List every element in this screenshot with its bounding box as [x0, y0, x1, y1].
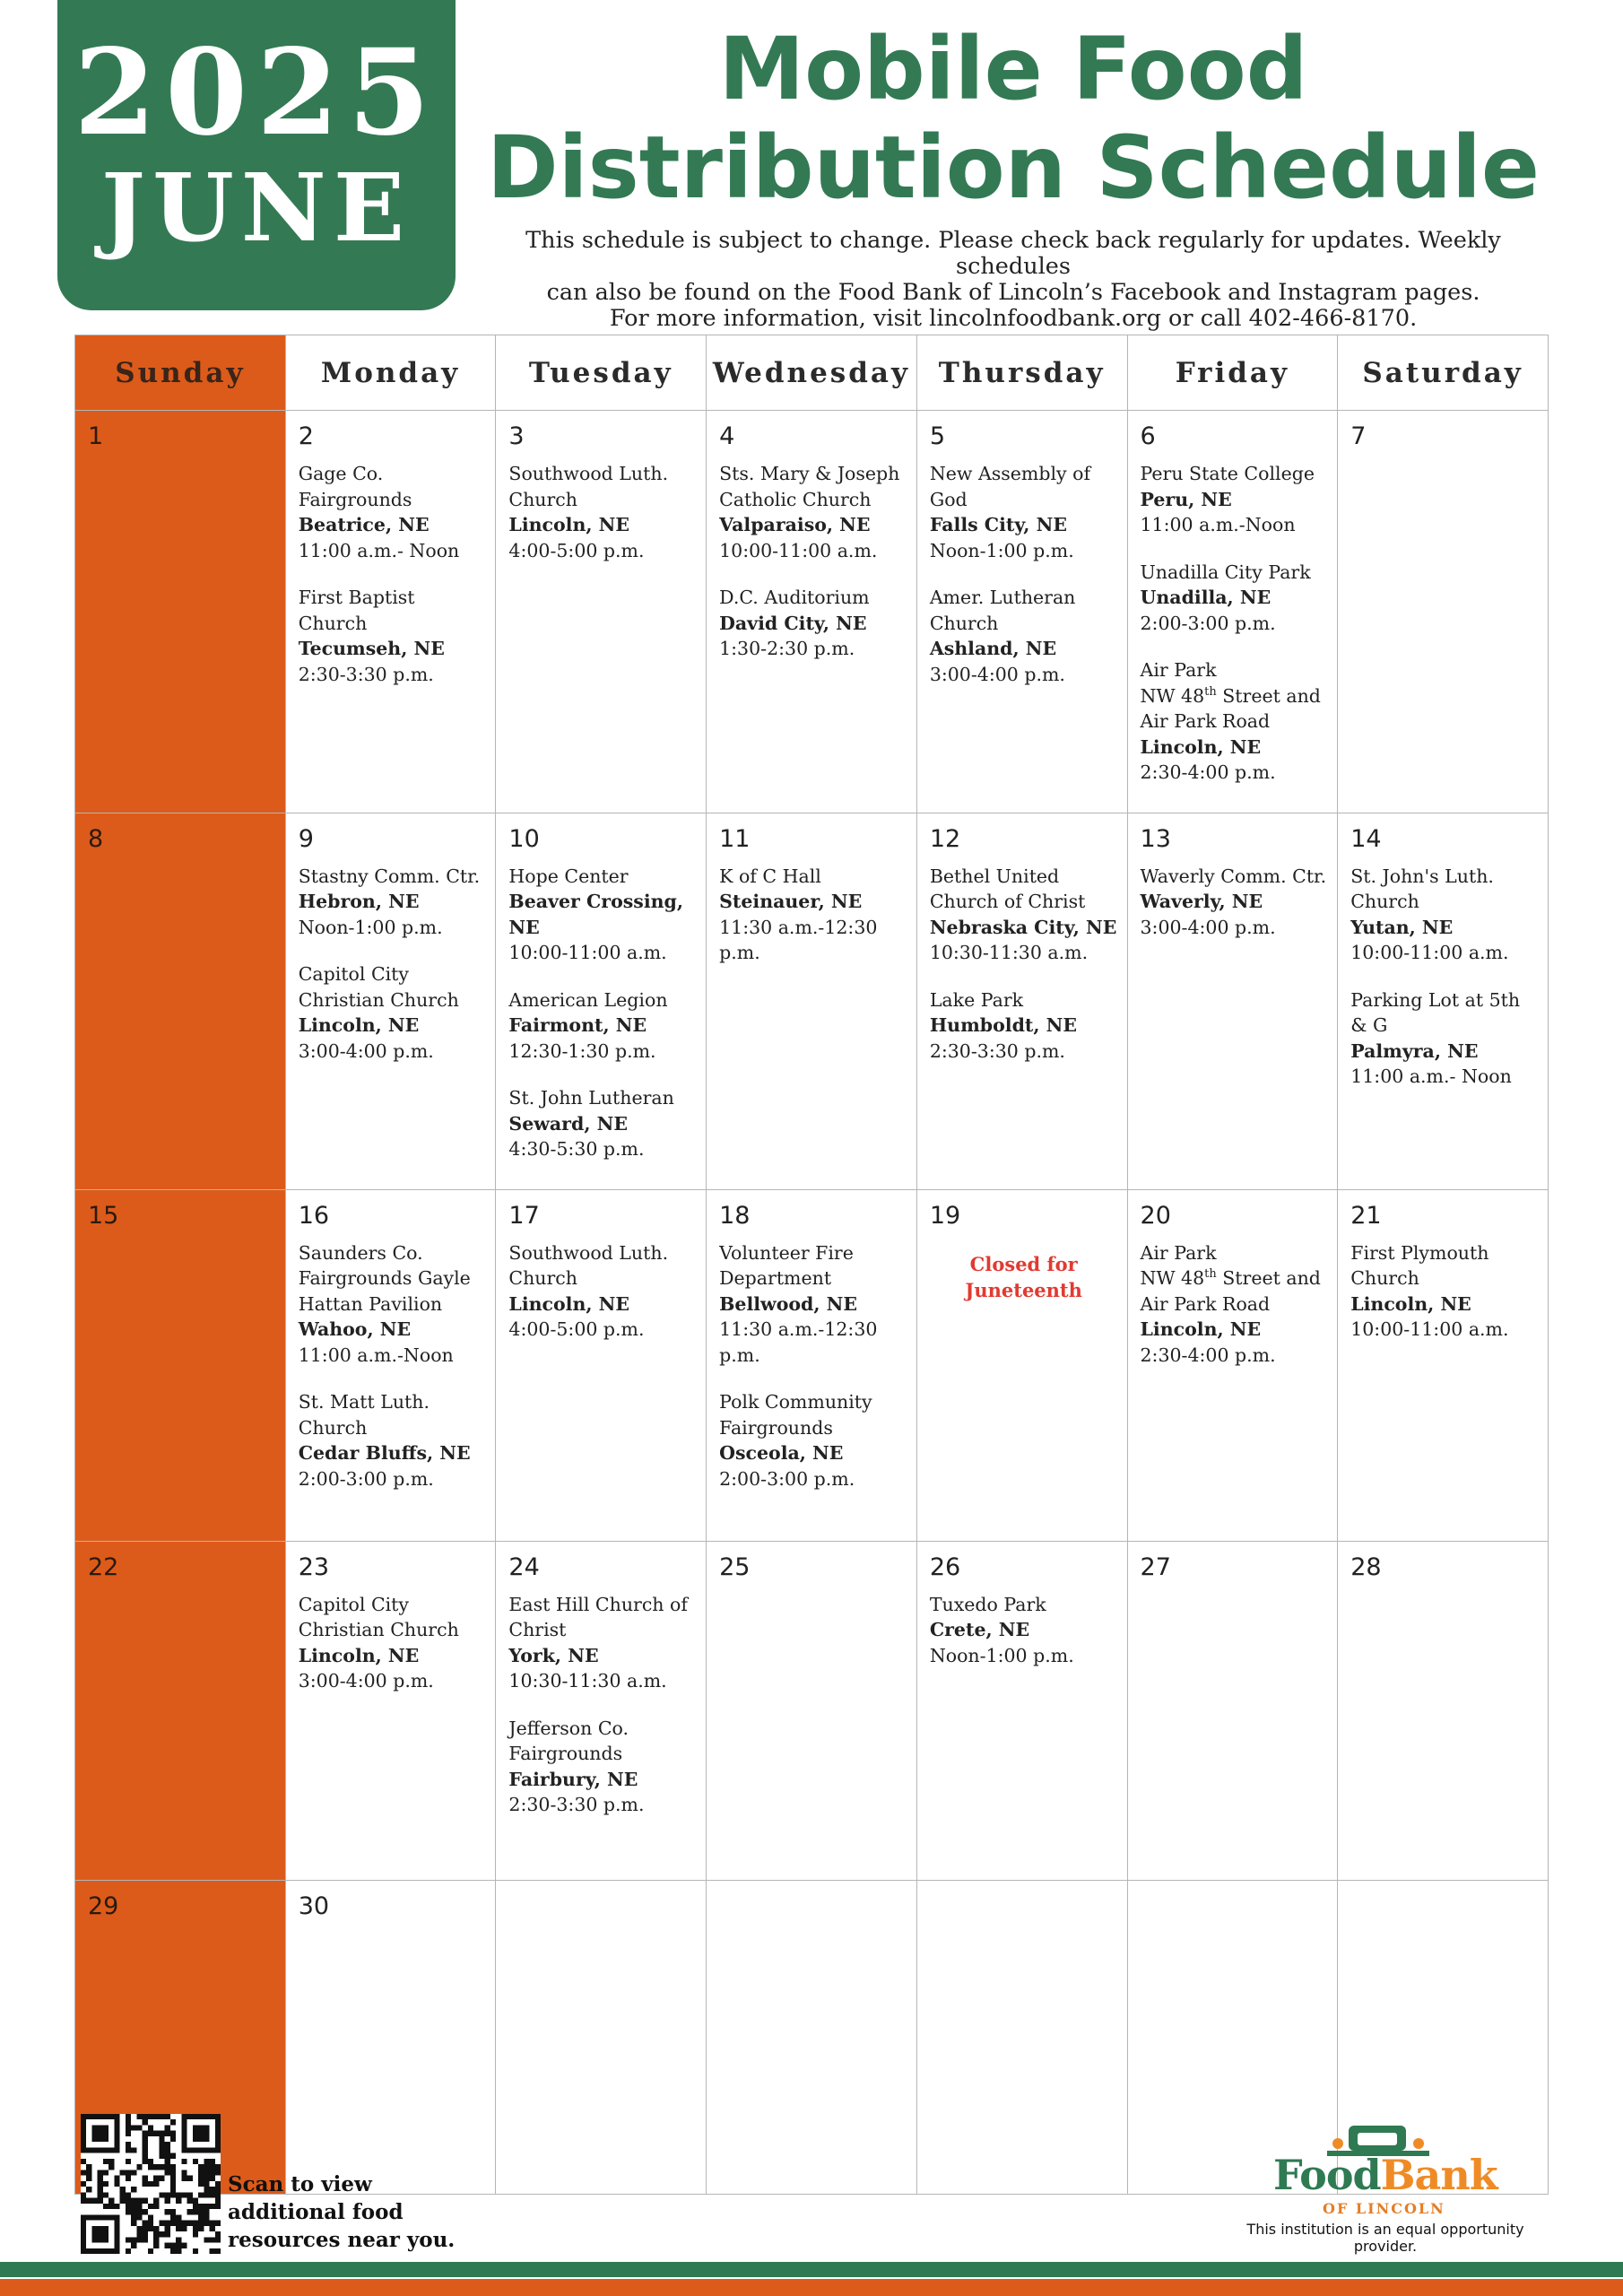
logo-subtitle: OF LINCOLN: [1323, 2200, 1445, 2217]
day-cell: [1127, 1541, 1338, 1880]
day-cell: [1127, 1189, 1338, 1541]
event-location: Tuxedo Park: [929, 1593, 1046, 1615]
schedule-notice: [466, 228, 1560, 332]
event-location: Southwood Luth. Church: [508, 1241, 669, 1289]
distribution-event: [508, 864, 697, 966]
event-location: Bethel United Church of Christ: [929, 865, 1086, 912]
day-cell: [916, 813, 1127, 1189]
day-content: [707, 1881, 916, 1906]
event-location: First Baptist Church: [298, 587, 415, 634]
distribution-event: [508, 1716, 697, 1818]
event-location: Volunteer Fire Department: [719, 1241, 854, 1289]
day-number: 7: [1350, 422, 1367, 450]
event-time: 4:30-5:30 p.m.: [508, 1138, 645, 1160]
page-title: [475, 20, 1551, 217]
event-city: Ashland, NE: [929, 638, 1057, 659]
day-content: [1128, 1190, 1338, 1396]
day-number: 4: [719, 422, 735, 450]
equal-opportunity-statement: This institution is an equal opportunity provider.: [1246, 2221, 1524, 2255]
event-city: Fairmont, NE: [508, 1014, 647, 1036]
event-location: D.C. Auditorium: [719, 587, 870, 608]
distribution-event: [1141, 1240, 1329, 1369]
distribution-event: [719, 864, 907, 966]
event-time: 3:00-4:00 p.m.: [298, 1039, 434, 1062]
day-content: [1338, 411, 1548, 466]
event-location: New Assembly of God: [929, 463, 1091, 510]
day-number: 1: [88, 422, 104, 450]
day-content: [286, 1881, 496, 1936]
day-content: [496, 1190, 706, 1370]
event-time: 2:30-4:00 p.m.: [1140, 761, 1276, 783]
day-cell: [1127, 411, 1338, 813]
closed-notice: Closed for Juneteenth: [965, 1252, 1082, 1301]
day-number: 9: [298, 824, 314, 853]
week-row: [75, 411, 1549, 813]
event-time: 1:30-2:30 p.m.: [719, 638, 855, 659]
day-cell: [496, 1189, 707, 1541]
day-content: [75, 1881, 285, 1936]
weekday-header-row: [75, 335, 1549, 411]
day-number: 13: [1140, 824, 1171, 853]
calendar-grid: [74, 335, 1549, 2195]
street-part: NW 48: [1140, 1267, 1205, 1289]
event-time: 12:30-1:30 p.m.: [508, 1039, 656, 1062]
notice-line-2: can also be found on the Food Bank of Lincoln’s Facebook and Instagram pages.: [546, 279, 1480, 306]
weekday-monday: Monday: [285, 335, 496, 411]
day-content: [1128, 1881, 1338, 1906]
day-number: 8: [88, 824, 104, 853]
event-time: 11:30 a.m.-12:30 p.m.: [719, 916, 878, 963]
event-time: 3:00-4:00 p.m.: [929, 663, 1065, 685]
distribution-event: [1350, 987, 1539, 1090]
weekday-thursday: Thursday: [916, 335, 1127, 411]
event-time: 10:00-11:00 a.m.: [1350, 942, 1509, 963]
day-cell: [285, 813, 496, 1189]
day-cell: [285, 1189, 496, 1541]
day-cell: [707, 1189, 917, 1541]
distribution-event: [508, 987, 697, 1065]
event-city: Lincoln, NE: [298, 1644, 420, 1666]
event-city: Hebron, NE: [298, 891, 420, 912]
day-cell: [1338, 1189, 1549, 1541]
distribution-event: [299, 1389, 487, 1492]
day-number: 23: [298, 1552, 330, 1581]
event-city: Yutan, NE: [1350, 916, 1454, 938]
scan-prompt: [228, 2170, 461, 2254]
event-time: 11:30 a.m.-12:30 p.m.: [719, 1318, 878, 1366]
logo-food: Food: [1273, 2151, 1381, 2199]
event-city: Tecumseh, NE: [298, 638, 445, 659]
day-cell: [285, 1541, 496, 1880]
day-content: [496, 813, 706, 1189]
day-content: [1128, 813, 1338, 968]
event-location: East Hill Church of Christ: [508, 1593, 688, 1640]
event-location: Jefferson Co. Fairgrounds: [508, 1717, 629, 1764]
distribution-event: [1141, 864, 1329, 941]
distribution-event: [930, 864, 1118, 966]
distribution-event: [930, 585, 1118, 687]
day-cell: [496, 813, 707, 1189]
distribution-event: [299, 961, 487, 1064]
event-city: Palmyra, NE: [1350, 1039, 1479, 1062]
day-content: [707, 1542, 916, 1597]
event-location: Southwood Luth. Church: [508, 463, 669, 510]
notice-line-1: This schedule is subject to change. Please check back regularly for updates. Weekly schedules: [525, 227, 1501, 280]
event-time: 2:30-3:30 p.m.: [508, 1794, 645, 1815]
day-cell: [285, 1880, 496, 2194]
event-time: 3:00-4:00 p.m.: [298, 1670, 434, 1692]
day-cell: [707, 813, 917, 1189]
street-ordinal: th: [1204, 1267, 1217, 1282]
event-city: Osceola, NE: [719, 1442, 844, 1464]
week-row: [75, 1189, 1549, 1541]
event-time: 4:00-5:00 p.m.: [508, 1318, 645, 1340]
day-content: [1128, 411, 1338, 813]
day-content: [496, 1881, 706, 1906]
event-time: 10:00-11:00 a.m.: [1350, 1318, 1509, 1340]
footer-stripe-orange: [0, 2279, 1623, 2296]
day-cell: [285, 411, 496, 813]
street-rest: Street and Air Park Road: [1140, 684, 1321, 732]
day-cell: [916, 1541, 1127, 1880]
day-number: 25: [719, 1552, 751, 1581]
event-city: Nebraska City, NE: [929, 916, 1117, 938]
day-content: [286, 1190, 496, 1519]
event-time: 4:00-5:00 p.m.: [508, 539, 645, 561]
event-city: Falls City, NE: [929, 514, 1067, 535]
event-location: Capitol City Christian Church: [298, 1593, 459, 1640]
event-location: Sts. Mary & Joseph Catholic Church: [719, 463, 900, 510]
event-location: St. Matt Luth. Church: [298, 1391, 430, 1439]
day-number: 17: [508, 1201, 540, 1230]
distribution-event: [1141, 657, 1329, 786]
event-time: Noon-1:00 p.m.: [929, 539, 1074, 561]
event-location: Stastny Comm. Ctr.: [298, 865, 481, 887]
event-city: Seward, NE: [508, 1112, 628, 1135]
event-location: Air Park: [1140, 1241, 1217, 1264]
event-time: 2:30-4:00 p.m.: [1140, 1344, 1276, 1366]
event-city: Unadilla, NE: [1140, 587, 1271, 608]
day-cell: [75, 1189, 286, 1541]
event-location: Air Park: [1140, 659, 1217, 681]
event-location: Saunders Co. Fairgrounds Gayle Hattan Pavilion: [298, 1241, 471, 1315]
distribution-event: [1141, 560, 1329, 637]
distribution-event: [299, 864, 487, 941]
event-city: David City, NE: [719, 612, 867, 634]
day-cell: [1338, 411, 1549, 813]
distribution-event: [719, 1240, 907, 1369]
event-city: Humboldt, NE: [929, 1014, 1078, 1036]
day-number: 14: [1350, 824, 1382, 853]
event-time: 10:30-11:30 a.m.: [508, 1670, 667, 1692]
week-row: [75, 813, 1549, 1189]
event-time: Noon-1:00 p.m.: [298, 916, 443, 938]
event-location: American Legion: [508, 988, 668, 1011]
week-row: [75, 1541, 1549, 1880]
title-line-2: Distribution Schedule: [486, 117, 1541, 218]
day-cell: [1127, 813, 1338, 1189]
day-cell: [916, 1880, 1127, 2194]
day-cell: [496, 411, 707, 813]
distribution-event: [299, 1240, 487, 1369]
event-city: Peru, NE: [1140, 488, 1232, 510]
distribution-event: [1350, 864, 1539, 966]
title-line-1: Mobile Food: [718, 19, 1308, 119]
day-number: 19: [929, 1201, 961, 1230]
day-content: [917, 411, 1127, 714]
event-city: Lincoln, NE: [1350, 1292, 1471, 1315]
distribution-event: [508, 461, 697, 563]
event-location: St. John Lutheran: [508, 1087, 674, 1109]
event-city: Lincoln, NE: [508, 514, 629, 535]
day-content: [917, 1542, 1127, 1696]
event-location: Hope Center: [508, 865, 629, 887]
event-city: Wahoo, NE: [298, 1318, 412, 1340]
event-location: Unadilla City Park: [1140, 561, 1311, 583]
day-number: 16: [298, 1201, 330, 1230]
scan-line-2: additional food: [228, 2200, 404, 2224]
distribution-event: [508, 1085, 697, 1162]
day-content: [496, 1542, 706, 1845]
day-cell: [496, 1541, 707, 1880]
weekday-saturday: Saturday: [1338, 335, 1549, 411]
day-content: [286, 411, 496, 714]
distribution-event: [930, 1592, 1118, 1669]
event-time: 2:00-3:00 p.m.: [298, 1467, 434, 1490]
day-cell: [916, 1189, 1127, 1541]
day-number: 27: [1140, 1552, 1171, 1581]
event-location: Polk Community Fairgrounds: [719, 1391, 872, 1439]
day-cell: [1338, 813, 1549, 1189]
weekday-tuesday: Tuesday: [496, 335, 707, 411]
event-time: 2:30-3:30 p.m.: [929, 1039, 1065, 1062]
day-cell: [1338, 1541, 1549, 1880]
day-content: [1338, 1190, 1548, 1370]
day-content: [1128, 1542, 1338, 1597]
event-location: Capitol City Christian Church: [298, 963, 459, 1011]
event-city: Fairbury, NE: [508, 1768, 638, 1790]
event-city: Crete, NE: [929, 1619, 1030, 1640]
street-ordinal: th: [1204, 684, 1217, 699]
street-part: NW 48: [1140, 684, 1205, 707]
day-number: 20: [1140, 1201, 1171, 1230]
day-content: [917, 813, 1127, 1091]
day-content: [1338, 1542, 1548, 1597]
event-city: Beatrice, NE: [298, 514, 430, 535]
event-city: Lincoln, NE: [1140, 735, 1262, 758]
notice-line-3: For more information, visit lincolnfoodbank.org or call 402-466-8170.: [609, 305, 1418, 332]
month-label: JUNE: [100, 152, 412, 263]
event-city: Lincoln, NE: [298, 1014, 420, 1036]
distribution-event: [1141, 461, 1329, 538]
event-city: Valparaiso, NE: [719, 514, 871, 535]
day-cell: [707, 1880, 917, 2194]
day-content: [707, 1190, 916, 1519]
event-city: Cedar Bluffs, NE: [298, 1442, 471, 1464]
event-time: 11:00 a.m.-Noon: [298, 1344, 454, 1366]
day-number: 3: [508, 422, 525, 450]
event-location: Parking Lot at 5th & G: [1350, 988, 1521, 1036]
day-number: 24: [508, 1552, 540, 1581]
distribution-event: [719, 461, 907, 563]
day-number: 12: [929, 824, 961, 853]
event-city: York, NE: [508, 1644, 599, 1666]
day-content: [917, 1190, 1127, 1309]
event-location: Gage Co. Fairgrounds: [298, 463, 412, 510]
qr-code[interactable]: [81, 2114, 221, 2254]
event-time: 2:30-3:30 p.m.: [298, 663, 434, 685]
day-cell: [916, 411, 1127, 813]
event-time: 10:00-11:00 a.m.: [508, 942, 667, 963]
weekday-friday: Friday: [1127, 335, 1338, 411]
day-cell: [707, 1541, 917, 1880]
day-number: 2: [298, 422, 314, 450]
event-time: 2:00-3:00 p.m.: [719, 1467, 855, 1490]
day-number: 5: [929, 422, 945, 450]
day-number: 30: [298, 1892, 330, 1920]
day-content: [1338, 1881, 1548, 1906]
distribution-event: [299, 585, 487, 687]
day-content: [75, 411, 285, 466]
logo-bank: Bank: [1380, 2151, 1497, 2199]
event-location: St. John's Luth. Church: [1350, 865, 1494, 912]
day-cell: [75, 813, 286, 1189]
day-number: 11: [719, 824, 751, 853]
day-content: [917, 1881, 1127, 1906]
event-city: Lincoln, NE: [1140, 1318, 1262, 1340]
day-content: [1338, 813, 1548, 1117]
event-location: K of C Hall: [719, 865, 821, 887]
distribution-event: [719, 1389, 907, 1492]
event-location: Lake Park: [929, 988, 1024, 1011]
event-time: 10:30-11:30 a.m.: [929, 942, 1089, 963]
logo-wordmark: [1273, 2151, 1497, 2199]
day-number: 28: [1350, 1552, 1382, 1581]
day-number: 21: [1350, 1201, 1382, 1230]
day-cell: [75, 411, 286, 813]
day-content: [75, 1190, 285, 1246]
day-cell: [707, 411, 917, 813]
event-city: Waverly, NE: [1140, 891, 1263, 912]
footer-stripe-green: [0, 2262, 1623, 2277]
event-location: Waverly Comm. Ctr.: [1140, 865, 1327, 887]
day-number: 29: [88, 1892, 119, 1920]
event-city: Bellwood, NE: [719, 1292, 858, 1315]
street-rest: Street and Air Park Road: [1140, 1267, 1321, 1315]
event-street: [1141, 1265, 1329, 1317]
day-content: [496, 411, 706, 590]
distribution-event: [299, 1592, 487, 1694]
day-content: [286, 813, 496, 1091]
day-content: [75, 1542, 285, 1597]
year-month-badge: [57, 0, 456, 310]
scan-line-3: resources near you.: [228, 2228, 456, 2252]
weekday-sunday: Sunday: [75, 335, 286, 411]
event-time: 3:00-4:00 p.m.: [1140, 916, 1276, 938]
distribution-event: [508, 1592, 697, 1694]
day-content: [707, 813, 916, 993]
day-content: [286, 1542, 496, 1721]
distribution-event: [719, 585, 907, 662]
day-cell: [75, 1541, 286, 1880]
distribution-event: [508, 1240, 697, 1343]
event-city: Beaver Crossing, NE: [508, 891, 683, 938]
event-time: Noon-1:00 p.m.: [929, 1644, 1074, 1666]
event-city: Steinauer, NE: [719, 891, 863, 912]
event-time: 11:00 a.m.- Noon: [298, 539, 460, 561]
day-number: 6: [1140, 422, 1156, 450]
event-location: First Plymouth Church: [1350, 1241, 1489, 1289]
event-time: 2:00-3:00 p.m.: [1140, 612, 1276, 634]
distribution-event: [930, 987, 1118, 1065]
day-number: 22: [88, 1552, 119, 1581]
day-number: 15: [88, 1201, 119, 1230]
event-time: 11:00 a.m.- Noon: [1350, 1065, 1512, 1087]
scan-line-1: Scan to view: [228, 2172, 372, 2196]
event-time: 11:00 a.m.-Noon: [1140, 514, 1296, 535]
year-label: 2025: [74, 23, 439, 162]
day-number: 10: [508, 824, 540, 853]
distribution-event: [1350, 1240, 1539, 1343]
day-content: [75, 813, 285, 869]
day-cell: [496, 1880, 707, 2194]
event-time: 10:00-11:00 a.m.: [719, 539, 878, 561]
event-street: [1141, 683, 1329, 735]
day-number: 26: [929, 1552, 961, 1581]
day-content: [707, 411, 916, 689]
event-city: Lincoln, NE: [508, 1292, 629, 1315]
distribution-event: [299, 461, 487, 563]
distribution-event: [930, 461, 1118, 563]
event-location: Peru State College: [1140, 463, 1315, 484]
event-location: Amer. Lutheran Church: [929, 587, 1076, 634]
weekday-wednesday: Wednesday: [707, 335, 917, 411]
day-number: 18: [719, 1201, 751, 1230]
